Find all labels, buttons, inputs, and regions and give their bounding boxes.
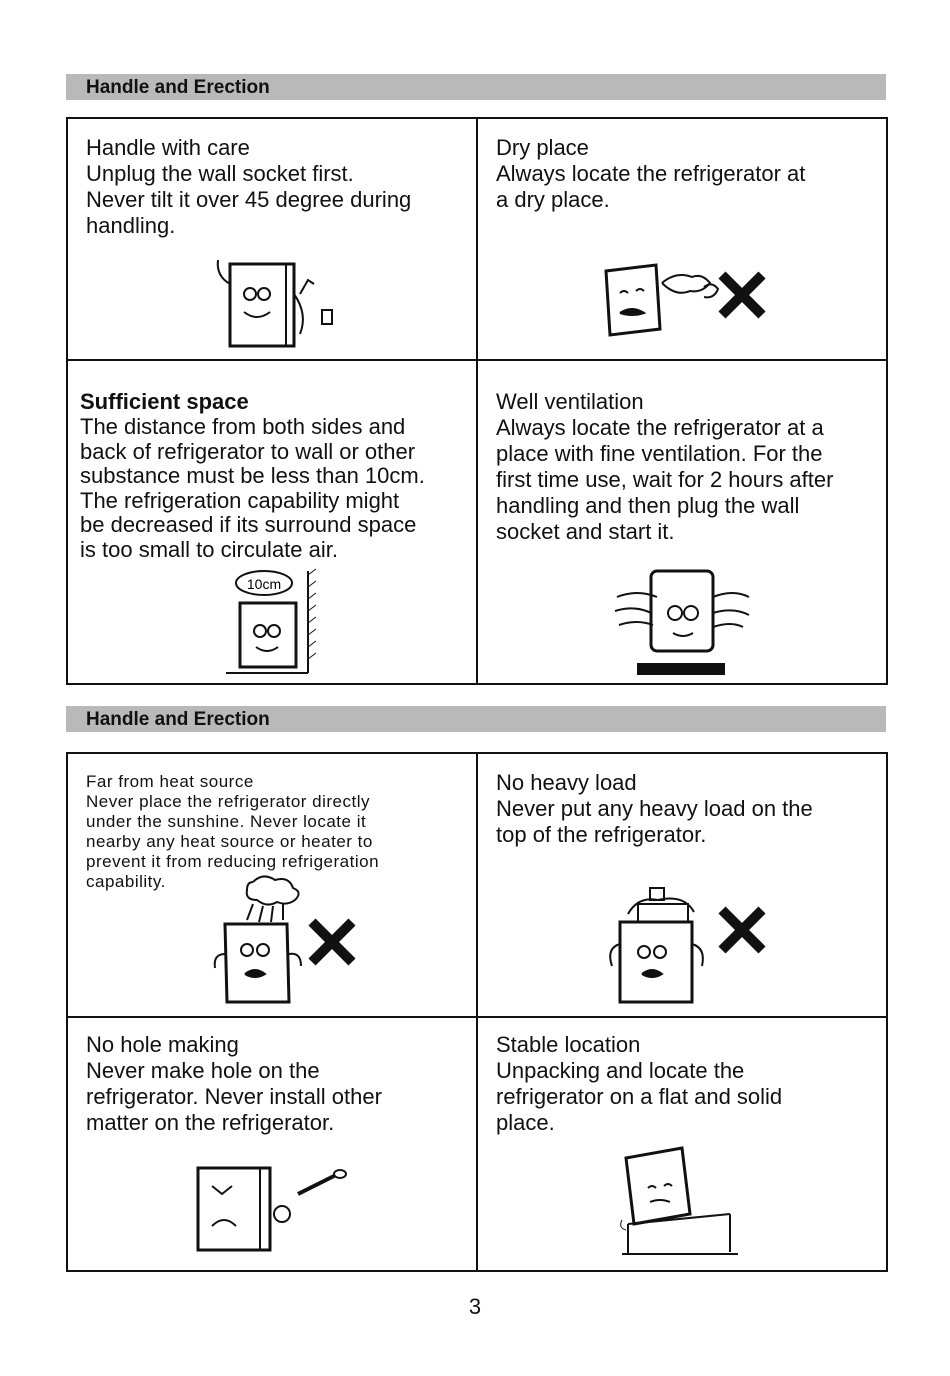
body-line: top of the refrigerator. bbox=[496, 822, 707, 847]
page-number: 3 bbox=[468, 1294, 482, 1319]
cell-no-hole-making bbox=[86, 1032, 471, 1136]
body-line: matter on the refrigerator. bbox=[86, 1110, 335, 1135]
cell-title: Dry place bbox=[496, 135, 589, 160]
info-grid-1 bbox=[66, 117, 888, 685]
body-line: Never put any heavy load on the bbox=[496, 796, 813, 821]
body-line: socket and start it. bbox=[496, 519, 675, 544]
body-line: nearby any heat source or heater to bbox=[86, 832, 373, 851]
body-line: substance must be less than 10cm. bbox=[80, 463, 425, 488]
cell-body bbox=[496, 1058, 881, 1136]
cell-title: Stable location bbox=[496, 1032, 641, 1057]
heat-fridge-illustration bbox=[193, 874, 323, 1006]
body-line: is too small to circulate air. bbox=[80, 536, 338, 562]
distance-label: 10cm bbox=[246, 576, 282, 592]
cell-title: Far from heat source bbox=[86, 772, 254, 791]
section-title: Handle and Erection bbox=[86, 709, 270, 730]
body-line: capability. bbox=[86, 872, 166, 891]
cell-body bbox=[86, 161, 471, 239]
cell-body bbox=[86, 1058, 471, 1136]
cell-well-ventilation bbox=[496, 389, 886, 545]
cell-body bbox=[80, 415, 475, 562]
body-line: handling. bbox=[86, 213, 176, 238]
cell-dry-place bbox=[496, 135, 881, 213]
body-line: Never make hole on the bbox=[86, 1058, 320, 1083]
cell-title: Sufficient space bbox=[80, 389, 249, 414]
x-mark-icon bbox=[718, 906, 768, 956]
section-header-2 bbox=[66, 706, 886, 732]
body-line: Always locate the refrigerator at a bbox=[496, 415, 824, 440]
body-line: first time use, wait for 2 hours after bbox=[496, 467, 834, 492]
section-header-1 bbox=[66, 74, 886, 100]
cell-title: No hole making bbox=[86, 1032, 239, 1057]
body-line: Never tilt it over 45 degree during bbox=[86, 187, 412, 212]
cell-title: Well ventilation bbox=[496, 389, 644, 414]
body-line: back of refrigerator to wall or other bbox=[80, 438, 416, 464]
body-line: refrigerator. Never install other bbox=[86, 1084, 382, 1109]
cell-title: No heavy load bbox=[496, 770, 637, 795]
cell-stable-location bbox=[496, 1032, 881, 1136]
body-line: handling and then plug the wall bbox=[496, 493, 800, 518]
body-line: Never place the refrigerator directly bbox=[86, 792, 371, 811]
wall-distance-illustration bbox=[226, 567, 326, 677]
cell-handle-with-care bbox=[86, 135, 471, 239]
unplug-fridge-illustration bbox=[208, 254, 348, 354]
x-mark-icon bbox=[308, 918, 358, 968]
cell-sufficient-space bbox=[80, 389, 475, 562]
body-line: be decreased if its surround space bbox=[80, 512, 417, 537]
cell-heavy-load bbox=[496, 770, 881, 848]
x-mark-icon bbox=[718, 271, 768, 321]
cell-body bbox=[496, 415, 886, 545]
body-line: The refrigeration capability might bbox=[80, 487, 400, 513]
body-line: a dry place. bbox=[496, 187, 610, 212]
body-line: place with fine ventilation. For the bbox=[496, 441, 823, 466]
body-line: refrigerator on a flat and solid bbox=[496, 1084, 783, 1109]
body-line: The distance from both sides and bbox=[80, 414, 406, 439]
body-line: Unplug the wall socket first. bbox=[86, 161, 354, 186]
tilted-fridge-illustration bbox=[618, 1144, 748, 1256]
body-line: prevent it from reducing refrigeration bbox=[86, 852, 380, 871]
body-line: Unpacking and locate the bbox=[496, 1058, 745, 1083]
body-line: under the sunshine. Never locate it bbox=[86, 812, 367, 831]
info-grid-2 bbox=[66, 752, 888, 1272]
body-line: place. bbox=[496, 1110, 555, 1135]
heavy-load-fridge-illustration bbox=[598, 884, 718, 1006]
body-line: Always locate the refrigerator at bbox=[496, 161, 806, 186]
cell-body bbox=[496, 796, 881, 848]
cell-body bbox=[496, 161, 881, 213]
drill-fridge-illustration bbox=[194, 1164, 354, 1254]
section-title: Handle and Erection bbox=[86, 77, 270, 98]
ventilation-fridge-illustration bbox=[613, 567, 753, 677]
cell-title: Handle with care bbox=[86, 135, 250, 160]
